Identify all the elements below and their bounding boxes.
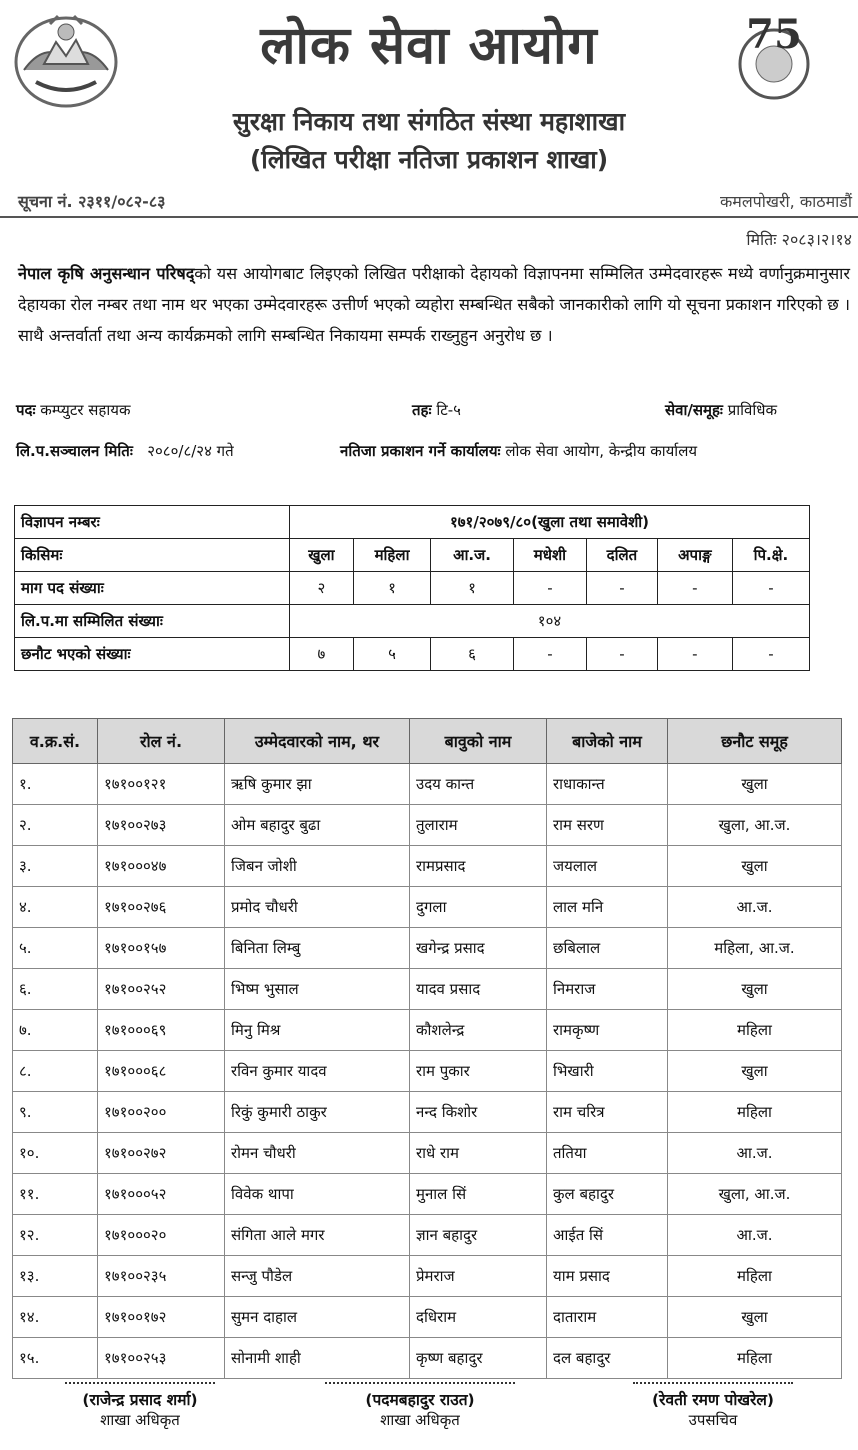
- type-cell: आ.ज.: [431, 539, 513, 572]
- serial-cell: ४.: [13, 887, 98, 928]
- table-row: [13, 1338, 842, 1379]
- roll-cell: १७१००१२१: [98, 764, 225, 805]
- group-cell: आ.ज.: [668, 1215, 842, 1256]
- signatory-title: उपसचिव: [688, 1411, 738, 1429]
- notice-number: सूचना नं. २३११/०८२-८३: [18, 192, 166, 211]
- type-cell: पि.क्षे.: [732, 539, 809, 572]
- type-cell: खुला: [290, 539, 354, 572]
- post-info: पदः कम्प्युटर सहायक: [16, 401, 131, 419]
- table-row: [13, 1010, 842, 1051]
- col-grandfather: बाजेको नाम: [547, 719, 668, 764]
- signatory-name: (राजेन्द्र प्रसाद शर्मा): [82, 1391, 198, 1409]
- selected-cell: ७: [290, 638, 354, 671]
- father-name-cell: रामप्रसाद: [410, 846, 547, 887]
- father-name-cell: खगेन्द्र प्रसाद: [410, 928, 547, 969]
- father-name-cell: कृष्ण बहादुर: [410, 1338, 547, 1379]
- roll-cell: १७१०००६९: [98, 1010, 225, 1051]
- notice-text: को यस आयोगबाट लिइएको लिखित परीक्षाको देहायको विज्ञापनमा सम्मिलित उम्मेदवारहरू मध्ये वर्णानुक्रमानुसार देहायका रोल नम्बर तथा नाम थर भएका उम्मेदवारहरू उत्तीर्ण भएको व्यहोरा सम्बन्धित सबैको जानकारीको लागि यो सूचना प्रकाशन गरिएको छ । साथै अन्तर्वार्ता तथा अन्य कार्यक्रमको लागि सम्बन्धित निकायमा सम्पर्क राख्नुहुन अनुरोध छ ।: [18, 264, 850, 345]
- adv-value: १७१/२०७९/८०(खुला तथा समावेशी): [290, 506, 810, 539]
- group-cell: महिला, आ.ज.: [668, 928, 842, 969]
- grandfather-name-cell: दल बहादुर: [547, 1338, 668, 1379]
- father-name-cell: तुलाराम: [410, 805, 547, 846]
- service-info: सेवा/समूहः प्राविधिक: [665, 401, 778, 419]
- roll-cell: १७१०००५२: [98, 1174, 225, 1215]
- candidate-name-cell: ओम बहादुर बुढा: [225, 805, 410, 846]
- results-table: [12, 718, 842, 1379]
- demand-cell: -: [657, 572, 732, 605]
- serial-cell: १३.: [13, 1256, 98, 1297]
- advertisement-summary-table: [14, 505, 810, 671]
- type-cell: मधेशी: [513, 539, 586, 572]
- group-cell: आ.ज.: [668, 1133, 842, 1174]
- table-row: [13, 1256, 842, 1297]
- roll-cell: १७१००२७२: [98, 1133, 225, 1174]
- serial-cell: १२.: [13, 1215, 98, 1256]
- signatory-name: (पदमबहादुर राउत): [365, 1391, 475, 1409]
- notice-paragraph: [18, 258, 850, 351]
- table-row: [13, 1174, 842, 1215]
- signature-line: [633, 1382, 793, 1384]
- father-name-cell: दधिराम: [410, 1297, 547, 1338]
- summary-row: [15, 605, 810, 638]
- appeared-value: १०४: [290, 605, 810, 638]
- serial-cell: ९.: [13, 1092, 98, 1133]
- demand-label: माग पद संख्याः: [15, 572, 290, 605]
- serial-cell: ८.: [13, 1051, 98, 1092]
- candidate-name-cell: सोनामी शाही: [225, 1338, 410, 1379]
- signature-block: [618, 1382, 808, 1430]
- grandfather-name-cell: रामकृष्ण: [547, 1010, 668, 1051]
- roll-cell: १७१०००२०: [98, 1215, 225, 1256]
- father-name-cell: उदय कान्त: [410, 764, 547, 805]
- col-name: उम्मेदवारको नाम, थर: [225, 719, 410, 764]
- candidate-name-cell: ऋषि कुमार झा: [225, 764, 410, 805]
- roll-cell: १७१०००६८: [98, 1051, 225, 1092]
- roll-cell: १७१०००४७: [98, 846, 225, 887]
- grandfather-name-cell: कुल बहादुर: [547, 1174, 668, 1215]
- group-cell: महिला: [668, 1256, 842, 1297]
- candidate-name-cell: संगिता आले मगर: [225, 1215, 410, 1256]
- demand-cell: १: [431, 572, 513, 605]
- signature-block: [40, 1382, 240, 1430]
- signature-block: [315, 1382, 525, 1430]
- result-office-info: नतिजा प्रकाशन गर्ने कार्यालयः लोक सेवा आयोग, केन्द्रीय कार्यालय: [340, 442, 698, 460]
- grandfather-name-cell: राम सरण: [547, 805, 668, 846]
- selected-label: छनौट भएको संख्याः: [15, 638, 290, 671]
- candidate-name-cell: मिनु मिश्र: [225, 1010, 410, 1051]
- table-row: [13, 805, 842, 846]
- col-group: छनौट समूह: [668, 719, 842, 764]
- table-row: [13, 969, 842, 1010]
- father-name-cell: यादव प्रसाद: [410, 969, 547, 1010]
- grandfather-name-cell: जयलाल: [547, 846, 668, 887]
- table-row: [13, 1215, 842, 1256]
- grandfather-name-cell: राम चरित्र: [547, 1092, 668, 1133]
- exam-date-info: लि.प.सञ्चालन मितिः २०८०/८/२४ गते: [16, 442, 234, 460]
- summary-row: [15, 506, 810, 539]
- demand-cell: -: [513, 572, 586, 605]
- candidate-name-cell: रोमन चौधरी: [225, 1133, 410, 1174]
- table-row: [13, 846, 842, 887]
- candidate-name-cell: जिबन जोशी: [225, 846, 410, 887]
- appeared-label: लि.प.मा सम्मिलित संख्याः: [15, 605, 290, 638]
- serial-cell: ७.: [13, 1010, 98, 1051]
- group-cell: खुला: [668, 969, 842, 1010]
- table-row: [13, 1051, 842, 1092]
- group-cell: खुला, आ.ज.: [668, 1174, 842, 1215]
- division-title: सुरक्षा निकाय तथा संगठित संस्था महाशाखा: [232, 107, 626, 136]
- group-cell: महिला: [668, 1092, 842, 1133]
- type-cell: महिला: [353, 539, 431, 572]
- table-row: [13, 1092, 842, 1133]
- section-title: (लिखित परीक्षा नतिजा प्रकाशन शाखा): [249, 145, 609, 174]
- roll-cell: १७१००१५७: [98, 928, 225, 969]
- father-name-cell: कौशलेन्द्र: [410, 1010, 547, 1051]
- signature-line: [65, 1382, 215, 1384]
- candidate-name-cell: सुमन दाहाल: [225, 1297, 410, 1338]
- father-name-cell: ज्ञान बहादुर: [410, 1215, 547, 1256]
- demand-cell: १: [353, 572, 431, 605]
- grandfather-name-cell: ततिया: [547, 1133, 668, 1174]
- candidate-name-cell: रिकुं कुमारी ठाकुर: [225, 1092, 410, 1133]
- serial-cell: ३.: [13, 846, 98, 887]
- serial-cell: १५.: [13, 1338, 98, 1379]
- notice-date: मितिः २०८३।२।१४: [746, 230, 852, 249]
- level-info: तहः टि-५: [412, 401, 461, 419]
- candidate-name-cell: भिष्म भुसाल: [225, 969, 410, 1010]
- demand-cell: -: [587, 572, 658, 605]
- adv-label: विज्ञापन नम्बरः: [15, 506, 290, 539]
- signatory-title: शाखा अधिकृत: [380, 1411, 460, 1429]
- table-row: [13, 764, 842, 805]
- selected-cell: -: [657, 638, 732, 671]
- father-name-cell: दुगला: [410, 887, 547, 928]
- group-cell: महिला: [668, 1338, 842, 1379]
- grandfather-name-cell: याम प्रसाद: [547, 1256, 668, 1297]
- col-serial: व.क्र.सं.: [13, 719, 98, 764]
- table-row: [13, 887, 842, 928]
- father-name-cell: नन्द किशोर: [410, 1092, 547, 1133]
- selected-cell: -: [513, 638, 586, 671]
- page-title: लोक सेवा आयोग: [260, 16, 598, 76]
- results-header-row: [13, 719, 842, 764]
- selected-cell: -: [587, 638, 658, 671]
- group-cell: महिला: [668, 1010, 842, 1051]
- table-row: [13, 928, 842, 969]
- selected-cell: ६: [431, 638, 513, 671]
- serial-cell: २.: [13, 805, 98, 846]
- office-location: कमलपोखरी, काठमाडौं: [719, 192, 852, 211]
- serial-cell: १४.: [13, 1297, 98, 1338]
- roll-cell: १७१००२७६: [98, 887, 225, 928]
- table-row: [13, 1133, 842, 1174]
- father-name-cell: राम पुकार: [410, 1051, 547, 1092]
- candidate-name-cell: विवेक थापा: [225, 1174, 410, 1215]
- grandfather-name-cell: निमराज: [547, 969, 668, 1010]
- selected-cell: ५: [353, 638, 431, 671]
- grandfather-name-cell: राधाकान्त: [547, 764, 668, 805]
- table-row: [13, 1297, 842, 1338]
- roll-cell: १७१००२५३: [98, 1338, 225, 1379]
- header-divider: [0, 216, 858, 218]
- grandfather-name-cell: भिखारी: [547, 1051, 668, 1092]
- group-cell: खुला: [668, 1051, 842, 1092]
- col-roll: रोल नं.: [98, 719, 225, 764]
- group-cell: खुला: [668, 1297, 842, 1338]
- selected-cell: -: [732, 638, 809, 671]
- type-cell: दलित: [587, 539, 658, 572]
- col-father: बावुको नाम: [410, 719, 547, 764]
- candidate-name-cell: रविन कुमार यादव: [225, 1051, 410, 1092]
- father-name-cell: राधे राम: [410, 1133, 547, 1174]
- candidate-name-cell: सन्जु पौडेल: [225, 1256, 410, 1297]
- grandfather-name-cell: दाताराम: [547, 1297, 668, 1338]
- signature-line: [325, 1382, 515, 1384]
- demand-cell: २: [290, 572, 354, 605]
- svg-text:75: 75: [746, 11, 802, 58]
- group-cell: आ.ज.: [668, 887, 842, 928]
- group-cell: खुला, आ.ज.: [668, 805, 842, 846]
- roll-cell: १७१००२००: [98, 1092, 225, 1133]
- organization-name: नेपाल कृषि अनुसन्धान परिषद्: [18, 264, 195, 283]
- serial-cell: १.: [13, 764, 98, 805]
- summary-row: [15, 638, 810, 671]
- grandfather-name-cell: छबिलाल: [547, 928, 668, 969]
- type-label: किसिमः: [15, 539, 290, 572]
- signatory-title: शाखा अधिकृत: [100, 1411, 180, 1429]
- roll-cell: १७१००२७३: [98, 805, 225, 846]
- serial-cell: १०.: [13, 1133, 98, 1174]
- candidate-name-cell: बिनिता लिम्बु: [225, 928, 410, 969]
- roll-cell: १७१००२३५: [98, 1256, 225, 1297]
- group-cell: खुला: [668, 846, 842, 887]
- father-name-cell: मुनाल सिं: [410, 1174, 547, 1215]
- grandfather-name-cell: आईत सिं: [547, 1215, 668, 1256]
- father-name-cell: प्रेमराज: [410, 1256, 547, 1297]
- serial-cell: ११.: [13, 1174, 98, 1215]
- serial-cell: ५.: [13, 928, 98, 969]
- group-cell: खुला: [668, 764, 842, 805]
- candidate-name-cell: प्रमोद चौधरी: [225, 887, 410, 928]
- demand-cell: -: [732, 572, 809, 605]
- roll-cell: १७१००१७२: [98, 1297, 225, 1338]
- type-cell: अपाङ्ग: [657, 539, 732, 572]
- roll-cell: १७१००२५२: [98, 969, 225, 1010]
- signatory-name: (रेवती रमण पोखरेल): [652, 1391, 774, 1409]
- serial-cell: ६.: [13, 969, 98, 1010]
- summary-row: [15, 539, 810, 572]
- grandfather-name-cell: लाल मनि: [547, 887, 668, 928]
- summary-row: [15, 572, 810, 605]
